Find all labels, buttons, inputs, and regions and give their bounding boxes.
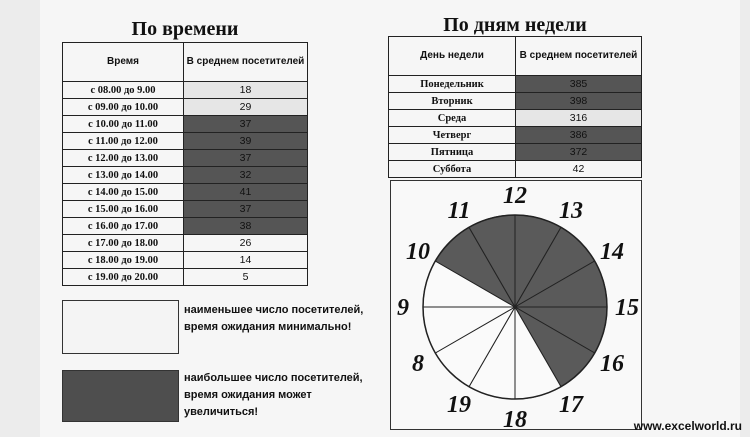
week-value-cell: 42 — [516, 161, 642, 178]
time-label-cell: с 12.00 до 13.00 — [63, 150, 184, 167]
time-value-cell: 26 — [184, 235, 308, 252]
time-row — [63, 252, 308, 269]
clock-number: 15 — [615, 295, 639, 321]
time-value-cell: 32 — [184, 167, 308, 184]
time-row — [63, 133, 308, 150]
clock-number: 12 — [503, 183, 527, 209]
clock-number: 9 — [397, 295, 409, 321]
clock-number: 13 — [559, 198, 583, 224]
legend-dark-swatch — [62, 370, 179, 422]
week-label-cell: Суббота — [389, 161, 516, 178]
legend-light-text: наименьшее число посетителей, время ожидания минимально! — [184, 304, 364, 333]
week-label-cell: Среда — [389, 110, 516, 127]
week-row — [389, 161, 642, 178]
avg-visitors-column-header: В среднем посетителей — [184, 43, 308, 82]
time-value-cell: 14 — [184, 252, 308, 269]
clock-number: 11 — [447, 198, 471, 224]
week-value-cell: 386 — [516, 127, 642, 144]
clock-number: 10 — [406, 239, 430, 265]
time-row — [63, 82, 308, 99]
week-label-cell: Четверг — [389, 127, 516, 144]
clock-frame — [390, 180, 642, 430]
visitor-clock — [391, 181, 641, 429]
time-column-header: Время — [63, 43, 184, 82]
time-label-cell: с 14.00 до 15.00 — [63, 184, 184, 201]
time-value-cell: 18 — [184, 82, 308, 99]
week-table — [388, 36, 642, 178]
week-label-cell: Вторник — [389, 93, 516, 110]
time-value-cell: 37 — [184, 116, 308, 133]
time-value-cell: 5 — [184, 269, 308, 286]
time-table — [62, 42, 308, 286]
site-watermark: www.excelworld.ru — [633, 419, 742, 433]
weekday-column-header: День недели — [389, 37, 516, 76]
time-label-cell: с 11.00 до 12.00 — [63, 133, 184, 150]
week-avg-visitors-column-header: В среднем посетителей — [516, 37, 642, 76]
time-row — [63, 167, 308, 184]
time-value-cell: 39 — [184, 133, 308, 150]
clock-number: 14 — [600, 239, 624, 265]
week-row — [389, 110, 642, 127]
time-label-cell: с 17.00 до 18.00 — [63, 235, 184, 252]
week-row — [389, 93, 642, 110]
week-section-title: По дням недели — [443, 14, 587, 36]
time-label-cell: с 08.00 до 9.00 — [63, 82, 184, 99]
week-row — [389, 76, 642, 93]
time-row — [63, 235, 308, 252]
time-row — [63, 184, 308, 201]
clock-number: 8 — [412, 351, 424, 377]
clock-number: 17 — [559, 392, 583, 418]
week-value-cell: 398 — [516, 93, 642, 110]
time-value-cell: 29 — [184, 99, 308, 116]
time-label-cell: с 10.00 до 11.00 — [63, 116, 184, 133]
week-label-cell: Пятница — [389, 144, 516, 161]
time-value-cell: 37 — [184, 150, 308, 167]
clock-number: 19 — [447, 392, 471, 418]
week-value-cell: 316 — [516, 110, 642, 127]
clock-number: 18 — [503, 407, 527, 429]
time-row — [63, 201, 308, 218]
week-label-cell: Понедельник — [389, 76, 516, 93]
time-row — [63, 116, 308, 133]
time-label-cell: с 09.00 до 10.00 — [63, 99, 184, 116]
clock-number: 16 — [600, 351, 624, 377]
time-label-cell: с 16.00 до 17.00 — [63, 218, 184, 235]
time-label-cell: с 15.00 до 16.00 — [63, 201, 184, 218]
time-row — [63, 269, 308, 286]
time-label-cell: с 18.00 до 19.00 — [63, 252, 184, 269]
week-value-cell: 372 — [516, 144, 642, 161]
time-section-title: По времени — [131, 18, 239, 40]
week-row — [389, 127, 642, 144]
time-value-cell: 37 — [184, 201, 308, 218]
time-label-cell: с 19.00 до 20.00 — [63, 269, 184, 286]
time-value-cell: 41 — [184, 184, 308, 201]
time-row — [63, 99, 308, 116]
legend-dark-text: наибольшее число посетителей, время ожидания может увеличиться! — [184, 372, 363, 418]
legend-light-swatch — [62, 300, 179, 354]
week-row — [389, 144, 642, 161]
time-row — [63, 218, 308, 235]
time-row — [63, 150, 308, 167]
time-label-cell: с 13.00 до 14.00 — [63, 167, 184, 184]
week-value-cell: 385 — [516, 76, 642, 93]
time-value-cell: 38 — [184, 218, 308, 235]
